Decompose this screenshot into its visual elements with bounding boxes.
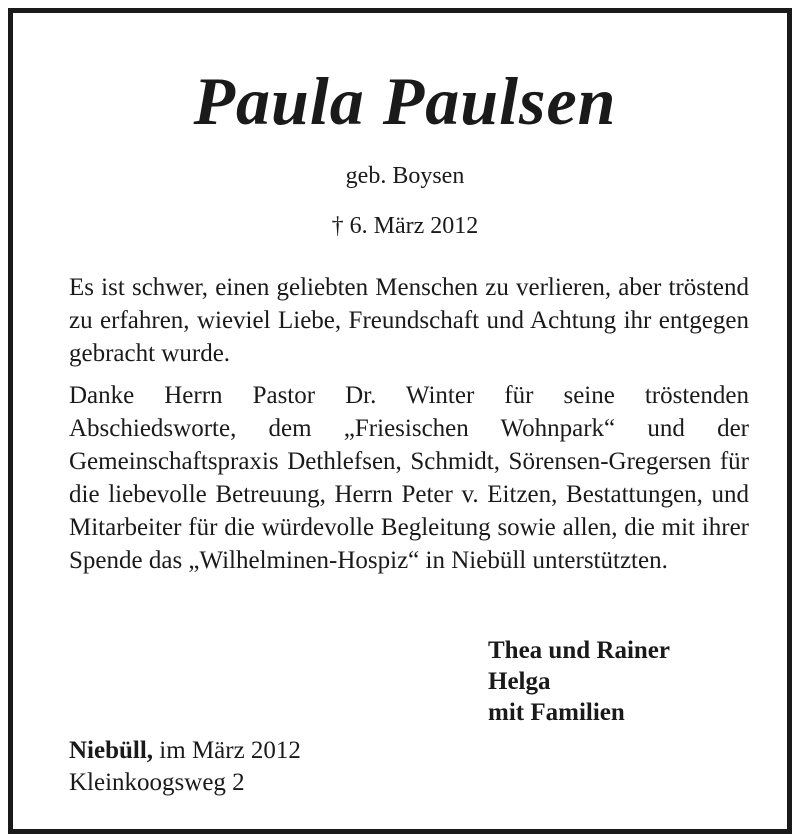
deceased-name: Paula Paulsen <box>193 63 617 139</box>
location-date-line <box>69 735 569 767</box>
location-date: im März 2012 <box>153 737 301 764</box>
notice-border <box>8 8 792 834</box>
death-date: † 6. März 2012 <box>331 213 479 239</box>
address: Kleinkoogsweg 2 <box>69 769 245 796</box>
thanks-paragraph-2: Danke Herrn Pastor Dr. Winter für seine tröstenden Abschiedsworte, dem „Friesischen Wohnpark“ und der Gemeinschaftspraxis Dethlefsen, Schmidt, Sörensen-Gregersen für die liebevolle Betreuung, Herrn Peter v. Eitzen, Bestattungen, und Mitarbeiter für die würdevolle Begleitung sowie allen, die mit ihrer Spende das „Wilhelminen-Hospiz“ in Niebüll unterstützten. <box>69 382 749 574</box>
signature-line: Helga <box>488 668 551 695</box>
signature-line: Thea und Rainer <box>488 637 670 664</box>
signature-block <box>488 635 788 728</box>
signature-line: mit Familien <box>488 699 625 726</box>
thanks-paragraph-1: Es ist schwer, einen geliebten Menschen zu verlieren, aber tröstend zu erfahren, wieviel Liebe, Freundschaft und Achtung ihr entgegen gebracht wurde. <box>69 274 749 367</box>
maiden-name: geb. Boysen <box>345 163 465 189</box>
location-block <box>69 735 569 799</box>
location-city: Niebüll, <box>69 737 154 764</box>
